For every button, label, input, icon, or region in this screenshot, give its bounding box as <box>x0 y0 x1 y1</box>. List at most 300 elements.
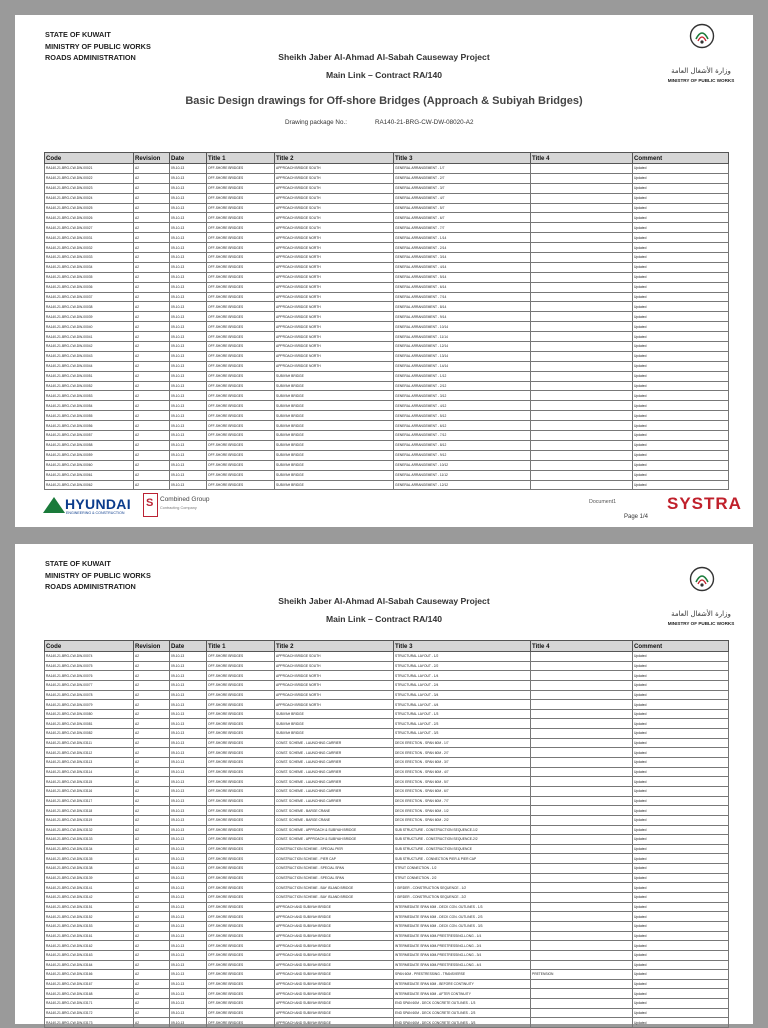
column-header-title-1: Title 1 <box>207 153 275 164</box>
cell-title-4 <box>531 342 633 352</box>
table-row <box>45 931 729 941</box>
cell-revision: A2 <box>134 292 170 302</box>
cell-title-1: OFF-SHORE BRIDGES <box>207 671 275 681</box>
cell-title-2: CONST. SCHEME - LAUNCHING CARRIER <box>275 786 394 796</box>
cell-comment: Updated <box>633 921 729 931</box>
cell-comment: Updated <box>633 223 729 233</box>
cell-title-4 <box>531 806 633 816</box>
cell-title-3: GENERAL ARRANGEMENT - 12/14 <box>394 342 531 352</box>
cell-title-2: APPROACH BRIDGE NORTH <box>275 700 394 710</box>
cell-comment: Updated <box>633 680 729 690</box>
cell-title-2: APPROACH BRIDGE SOUTH <box>275 203 394 213</box>
cell-code: RA140-21-BRG-CW-DW-00056 <box>45 421 134 431</box>
cell-title-3: GENERAL ARRANGEMENT - 9/14 <box>394 312 531 322</box>
table-row <box>45 796 729 806</box>
cell-title-1: OFF-SHORE BRIDGES <box>207 709 275 719</box>
table-row <box>45 233 729 243</box>
cell-title-1: OFF-SHORE BRIDGES <box>207 806 275 816</box>
cell-date: 09-10-13 <box>170 253 207 263</box>
cell-code: RA140-21-BRG-CW-DW-00061 <box>45 470 134 480</box>
cell-date: 09-10-13 <box>170 806 207 816</box>
cell-revision: A2 <box>134 450 170 460</box>
cell-comment: Updated <box>633 391 729 401</box>
cell-comment: Updated <box>633 322 729 332</box>
cell-date: 09-10-13 <box>170 835 207 845</box>
table-row <box>45 203 729 213</box>
cell-title-4 <box>531 431 633 441</box>
combined-group-icon <box>143 493 158 517</box>
cell-title-3: GENERAL ARRANGEMENT - 5/7 <box>394 203 531 213</box>
cell-title-1: OFF-SHORE BRIDGES <box>207 450 275 460</box>
cell-title-2: CONSTRUCTION SCHEME - PIER CAP <box>275 854 394 864</box>
cell-code: RA140-21-BRG-CW-DW-03173 <box>45 1018 134 1028</box>
table-row <box>45 893 729 903</box>
hyundai-triangle-icon <box>43 497 65 513</box>
cell-revision: A2 <box>134 351 170 361</box>
cell-comment: Updated <box>633 183 729 193</box>
cell-title-3: GENERAL ARRANGEMENT - 10/12 <box>394 460 531 470</box>
cell-revision: A2 <box>134 709 170 719</box>
cell-title-1: OFF-SHORE BRIDGES <box>207 183 275 193</box>
cell-code: RA140-21-BRG-CW-DW-03112 <box>45 748 134 758</box>
table-row <box>45 302 729 312</box>
cell-title-2: CONST. SCHEME - APPROACH & SUBIYAH BRIDGE <box>275 835 394 845</box>
table-row <box>45 431 729 441</box>
cell-title-1: OFF-SHORE BRIDGES <box>207 1008 275 1018</box>
cell-comment: Updated <box>633 815 729 825</box>
cell-title-4 <box>531 960 633 970</box>
cell-revision: A2 <box>134 835 170 845</box>
cell-title-3: GENERAL ARRANGEMENT - 9/12 <box>394 450 531 460</box>
table-row <box>45 253 729 263</box>
cell-date: 09-10-13 <box>170 173 207 183</box>
table-row <box>45 243 729 253</box>
cell-comment: Updated <box>633 700 729 710</box>
ministry-seal-icon <box>689 23 715 49</box>
cell-title-3: STRUCTURAL LAYOUT - 4/4 <box>394 700 531 710</box>
cell-revision: A2 <box>134 233 170 243</box>
cell-code: RA140-21-BRG-CW-DW-00031 <box>45 233 134 243</box>
cell-date: 09-10-13 <box>170 661 207 671</box>
table-row <box>45 777 729 787</box>
cell-title-1: OFF-SHORE BRIDGES <box>207 893 275 903</box>
cell-title-2: APPROACH AND SUBIYAH BRIDGE <box>275 950 394 960</box>
cell-date: 09-10-13 <box>170 440 207 450</box>
cell-code: RA140-21-BRG-CW-DW-00037 <box>45 292 134 302</box>
cell-title-2: APPROACH BRIDGE NORTH <box>275 282 394 292</box>
cell-title-3: GENERAL ARRANGEMENT - 5/12 <box>394 411 531 421</box>
cell-code: RA140-21-BRG-CW-DW-03111 <box>45 738 134 748</box>
cell-date: 09-10-13 <box>170 421 207 431</box>
cell-title-3: INTERMEDIATE SPAN 60M-PRESTRESSING-LONG - 4/4 <box>394 960 531 970</box>
cell-revision: A2 <box>134 312 170 322</box>
table-row <box>45 902 729 912</box>
table-row <box>45 652 729 662</box>
cell-title-2: APPROACH BRIDGE NORTH <box>275 690 394 700</box>
cell-date: 09-10-13 <box>170 233 207 243</box>
cell-revision: A2 <box>134 213 170 223</box>
cell-revision: A2 <box>134 470 170 480</box>
cell-title-3: GENERAL ARRANGEMENT - 4/12 <box>394 401 531 411</box>
cell-title-2: CONST. SCHEME - LAUNCHING CARRIER <box>275 758 394 768</box>
cell-title-2: APPROACH BRIDGE NORTH <box>275 253 394 263</box>
cell-title-3: I GIRDER - CONSTRUCTION SEQUENCE - 2/2 <box>394 893 531 903</box>
combined-group-name: Combined Group <box>160 496 210 503</box>
cell-comment: Updated <box>633 173 729 183</box>
cell-title-2: APPROACH AND SUBIYAH BRIDGE <box>275 999 394 1009</box>
table-row <box>45 351 729 361</box>
org-line-state: STATE OF KUWAIT <box>45 30 111 39</box>
document-name: Document1 <box>589 499 617 505</box>
cell-title-4 <box>531 729 633 739</box>
cell-comment: Updated <box>633 825 729 835</box>
cell-comment: Updated <box>633 738 729 748</box>
hyundai-subtitle: ENGINEERING & CONSTRUCTION <box>66 511 125 515</box>
cell-code: RA140-21-BRG-CW-DW-03134 <box>45 844 134 854</box>
cell-comment: Updated <box>633 873 729 883</box>
cell-revision: A2 <box>134 912 170 922</box>
cell-code: RA140-21-BRG-CW-DW-03113 <box>45 758 134 768</box>
cell-title-4 <box>531 292 633 302</box>
cell-title-1: OFF-SHORE BRIDGES <box>207 1018 275 1028</box>
cell-title-3: SUB STRUCTURE - CONSTRUCTION SEQUENCE-1/2 <box>394 825 531 835</box>
cell-date: 09-10-13 <box>170 873 207 883</box>
cell-comment: Updated <box>633 1018 729 1028</box>
cell-code: RA140-21-BRG-CW-DW-00026 <box>45 213 134 223</box>
cell-date: 09-10-13 <box>170 941 207 951</box>
column-header-code: Code <box>45 641 134 652</box>
cell-title-1: OFF-SHORE BRIDGES <box>207 282 275 292</box>
cell-title-3: GENERAL ARRANGEMENT - 11/14 <box>394 332 531 342</box>
table-row <box>45 312 729 322</box>
table-row <box>45 815 729 825</box>
cell-code: RA140-21-BRG-CW-DW-03152 <box>45 912 134 922</box>
cell-revision: A2 <box>134 738 170 748</box>
cell-title-3: GENERAL ARRANGEMENT - 1/7 <box>394 164 531 174</box>
cell-title-2: SUBIYAH BRIDGE <box>275 460 394 470</box>
cell-code: RA140-21-BRG-CW-DW-00022 <box>45 173 134 183</box>
cell-title-4 <box>531 700 633 710</box>
cell-title-4 <box>531 758 633 768</box>
table-header-row <box>45 153 729 164</box>
cell-date: 09-10-13 <box>170 893 207 903</box>
cell-title-1: OFF-SHORE BRIDGES <box>207 902 275 912</box>
cell-code: RA140-21-BRG-CW-DW-03118 <box>45 806 134 816</box>
cell-title-3: DECK ERECTION - SPAN 60M - 4/7 <box>394 767 531 777</box>
cell-title-2: APPROACH BRIDGE SOUTH <box>275 652 394 662</box>
cell-title-4 <box>531 873 633 883</box>
cell-title-2: APPROACH BRIDGE NORTH <box>275 322 394 332</box>
table-row <box>45 213 729 223</box>
cell-code: RA140-21-BRG-CW-DW-03168 <box>45 989 134 999</box>
cell-date: 09-10-13 <box>170 431 207 441</box>
cell-title-1: OFF-SHORE BRIDGES <box>207 844 275 854</box>
cell-title-2: APPROACH BRIDGE NORTH <box>275 312 394 322</box>
cell-title-3: END SPAN 60M - DECK CONCRETE OUTLINES - 2/3 <box>394 1008 531 1018</box>
cell-revision: A2 <box>134 950 170 960</box>
cell-title-1: OFF-SHORE BRIDGES <box>207 729 275 739</box>
cell-revision: A2 <box>134 391 170 401</box>
cell-title-3: STRUCTURAL LAYOUT - 2/2 <box>394 661 531 671</box>
cell-revision: A2 <box>134 844 170 854</box>
cell-title-1: OFF-SHORE BRIDGES <box>207 421 275 431</box>
cell-date: 09-10-13 <box>170 970 207 980</box>
cell-date: 09-10-13 <box>170 758 207 768</box>
cell-date: 09-10-13 <box>170 460 207 470</box>
cell-comment: Updated <box>633 431 729 441</box>
column-header-comment: Comment <box>633 153 729 164</box>
cell-date: 09-10-13 <box>170 213 207 223</box>
cell-code: RA140-21-BRG-CW-DW-03167 <box>45 979 134 989</box>
cell-title-4 <box>531 979 633 989</box>
table-row <box>45 193 729 203</box>
cell-title-2: APPROACH AND SUBIYAH BRIDGE <box>275 979 394 989</box>
cell-title-3: STRUCTURAL LAYOUT - 3/3 <box>394 729 531 739</box>
table-row <box>45 709 729 719</box>
cell-code: RA140-21-BRG-CW-DW-00043 <box>45 351 134 361</box>
cell-comment: Updated <box>633 460 729 470</box>
cell-revision: A2 <box>134 941 170 951</box>
page-footer <box>15 491 753 521</box>
cell-title-4 <box>531 748 633 758</box>
table-row <box>45 322 729 332</box>
page-number: Page 1/4 <box>624 514 649 520</box>
cell-revision: A2 <box>134 440 170 450</box>
cell-title-4 <box>531 164 633 174</box>
cell-revision: A2 <box>134 748 170 758</box>
cell-title-4 <box>531 243 633 253</box>
cell-code: RA140-21-BRG-CW-DW-00044 <box>45 361 134 371</box>
cell-date: 09-10-13 <box>170 243 207 253</box>
cell-title-3: DECK ERECTION - SPAN 60M - 6/7 <box>394 786 531 796</box>
cell-revision: A2 <box>134 767 170 777</box>
ministry-seal-icon <box>689 566 715 592</box>
cell-title-2: APPROACH BRIDGE NORTH <box>275 272 394 282</box>
org-line-roads: ROADS ADMINISTRATION <box>45 53 136 62</box>
cell-title-2: APPROACH BRIDGE SOUTH <box>275 213 394 223</box>
cell-revision: A2 <box>134 893 170 903</box>
table-row <box>45 480 729 490</box>
cell-date: 09-10-13 <box>170 671 207 681</box>
cell-title-1: OFF-SHORE BRIDGES <box>207 738 275 748</box>
cell-title-2: APPROACH BRIDGE NORTH <box>275 351 394 361</box>
table-row <box>45 183 729 193</box>
cell-revision: A2 <box>134 173 170 183</box>
cell-title-3: STRUCTURAL LAYOUT - 2/3 <box>394 719 531 729</box>
cell-code: RA140-21-BRG-CW-DW-00076 <box>45 671 134 681</box>
cell-code: RA140-21-BRG-CW-DW-00062 <box>45 480 134 490</box>
cell-title-3: GENERAL ARRANGEMENT - 14/14 <box>394 361 531 371</box>
cell-title-1: OFF-SHORE BRIDGES <box>207 213 275 223</box>
table-row <box>45 671 729 681</box>
cell-revision: A2 <box>134 680 170 690</box>
cell-comment: Updated <box>633 931 729 941</box>
cell-title-2: APPROACH BRIDGE SOUTH <box>275 661 394 671</box>
cell-title-3: GENERAL ARRANGEMENT - 2/14 <box>394 243 531 253</box>
cell-date: 09-10-13 <box>170 332 207 342</box>
cell-title-2: APPROACH AND SUBIYAH BRIDGE <box>275 970 394 980</box>
cell-title-1: OFF-SHORE BRIDGES <box>207 652 275 662</box>
cell-title-4 <box>531 941 633 951</box>
cell-title-2: APPROACH BRIDGE NORTH <box>275 243 394 253</box>
table-row <box>45 371 729 381</box>
cell-title-3: GENERAL ARRANGEMENT - 3/7 <box>394 183 531 193</box>
cell-code: RA140-21-BRG-CW-DW-00041 <box>45 332 134 342</box>
cell-date: 09-10-13 <box>170 815 207 825</box>
combined-group-logo <box>143 493 233 517</box>
cell-title-2: SUBIYAH BRIDGE <box>275 719 394 729</box>
org-line-ministry: MINISTRY OF PUBLIC WORKS <box>45 570 151 580</box>
cell-title-4 <box>531 440 633 450</box>
cell-title-1: OFF-SHORE BRIDGES <box>207 371 275 381</box>
cell-title-3: GENERAL ARRANGEMENT - 6/12 <box>394 421 531 431</box>
table-row <box>45 381 729 391</box>
ministry-arabic-name: وزارة الأشغال العامة <box>671 67 731 75</box>
cell-title-2: APPROACH AND SUBIYAH BRIDGE <box>275 931 394 941</box>
cell-title-1: OFF-SHORE BRIDGES <box>207 950 275 960</box>
cell-title-1: OFF-SHORE BRIDGES <box>207 999 275 1009</box>
cell-code: RA140-21-BRG-CW-DW-03163 <box>45 950 134 960</box>
cell-comment: Updated <box>633 844 729 854</box>
cell-title-1: OFF-SHORE BRIDGES <box>207 272 275 282</box>
cell-date: 09-10-13 <box>170 854 207 864</box>
cell-title-4 <box>531 371 633 381</box>
cell-code: RA140-21-BRG-CW-DW-03161 <box>45 931 134 941</box>
cell-title-1: OFF-SHORE BRIDGES <box>207 979 275 989</box>
cell-title-4 <box>531 719 633 729</box>
cell-date: 09-10-13 <box>170 700 207 710</box>
cell-comment: Updated <box>633 709 729 719</box>
cell-title-2: APPROACH BRIDGE NORTH <box>275 233 394 243</box>
cell-code: RA140-21-BRG-CW-DW-03135 <box>45 854 134 864</box>
ministry-arabic-name: وزارة الأشغال العامة <box>671 610 731 618</box>
cell-title-4 <box>531 680 633 690</box>
cell-title-2: APPROACH AND SUBIYAH BRIDGE <box>275 989 394 999</box>
cell-title-4 <box>531 213 633 223</box>
cell-revision: A2 <box>134 806 170 816</box>
cell-title-1: OFF-SHORE BRIDGES <box>207 460 275 470</box>
cell-comment: Updated <box>633 262 729 272</box>
table-row <box>45 1008 729 1018</box>
cell-revision: A2 <box>134 302 170 312</box>
cell-title-4 <box>531 999 633 1009</box>
cell-title-1: OFF-SHORE BRIDGES <box>207 700 275 710</box>
cell-title-1: OFF-SHORE BRIDGES <box>207 815 275 825</box>
table-row <box>45 700 729 710</box>
cell-revision: A2 <box>134 272 170 282</box>
column-header-code: Code <box>45 153 134 164</box>
cell-title-2: SUBIYAH BRIDGE <box>275 709 394 719</box>
cell-code: RA140-21-BRG-CW-DW-03153 <box>45 921 134 931</box>
cell-date: 09-10-13 <box>170 272 207 282</box>
table-row <box>45 460 729 470</box>
cell-title-1: OFF-SHORE BRIDGES <box>207 661 275 671</box>
table-row <box>45 941 729 951</box>
cell-comment: Updated <box>633 450 729 460</box>
cell-title-4 <box>531 282 633 292</box>
cell-title-3: DECK ERECTION - SPAN 60M - 2/2 <box>394 815 531 825</box>
cell-title-4 <box>531 1008 633 1018</box>
table-row <box>45 680 729 690</box>
cell-date: 09-10-13 <box>170 470 207 480</box>
cell-title-1: OFF-SHORE BRIDGES <box>207 351 275 361</box>
cell-title-2: SUBIYAH BRIDGE <box>275 450 394 460</box>
cell-title-4 <box>531 893 633 903</box>
cell-title-3: GENERAL ARRANGEMENT - 7/14 <box>394 292 531 302</box>
cell-revision: A2 <box>134 401 170 411</box>
cell-title-4 <box>531 193 633 203</box>
cell-title-2: APPROACH BRIDGE NORTH <box>275 292 394 302</box>
cell-title-2: APPROACH AND SUBIYAH BRIDGE <box>275 921 394 931</box>
cell-code: RA140-21-BRG-CW-DW-00025 <box>45 203 134 213</box>
cell-comment: Updated <box>633 332 729 342</box>
cell-comment: Updated <box>633 893 729 903</box>
column-header-date: Date <box>170 153 207 164</box>
table-row <box>45 864 729 874</box>
cell-title-4 <box>531 233 633 243</box>
cell-date: 09-10-13 <box>170 796 207 806</box>
table-row <box>45 361 729 371</box>
cell-revision: A2 <box>134 970 170 980</box>
cell-title-2: CONST. SCHEME - LAUNCHING CARRIER <box>275 748 394 758</box>
cell-title-2: APPROACH AND SUBIYAH BRIDGE <box>275 941 394 951</box>
table-row <box>45 912 729 922</box>
table-row <box>45 292 729 302</box>
cell-title-3: SPAN 60M - PRESTRESSING - TRANSVERSE <box>394 970 531 980</box>
cell-code: RA140-21-BRG-CW-DW-00079 <box>45 700 134 710</box>
table-row <box>45 440 729 450</box>
drawing-register-table-page-2 <box>44 640 729 1028</box>
cell-comment: Updated <box>633 864 729 874</box>
cell-comment: Updated <box>633 440 729 450</box>
cell-revision: A2 <box>134 883 170 893</box>
cell-revision: A2 <box>134 460 170 470</box>
cell-comment: Updated <box>633 233 729 243</box>
cell-date: 09-10-13 <box>170 401 207 411</box>
table-row <box>45 767 729 777</box>
cell-title-4 <box>531 902 633 912</box>
cell-comment: Updated <box>633 292 729 302</box>
cell-title-2: CONSTRUCTION SCHEME - SPECIAL PIER <box>275 844 394 854</box>
cell-title-3: STRUT CONNECTION - 1/2 <box>394 864 531 874</box>
cell-date: 09-10-13 <box>170 777 207 787</box>
cell-title-4 <box>531 391 633 401</box>
cell-date: 09-10-13 <box>170 989 207 999</box>
cell-title-2: APPROACH BRIDGE SOUTH <box>275 223 394 233</box>
cell-comment: Updated <box>633 719 729 729</box>
cell-title-2: CONST. SCHEME - LAUNCHING CARRIER <box>275 738 394 748</box>
table-row <box>45 979 729 989</box>
table-row <box>45 690 729 700</box>
cell-revision: A2 <box>134 652 170 662</box>
cell-comment: Updated <box>633 213 729 223</box>
cell-revision: A2 <box>134 1018 170 1028</box>
cell-title-1: OFF-SHORE BRIDGES <box>207 322 275 332</box>
cell-title-4 <box>531 332 633 342</box>
cell-revision: A2 <box>134 183 170 193</box>
cell-title-2: SUBIYAH BRIDGE <box>275 381 394 391</box>
cell-title-4 <box>531 661 633 671</box>
cell-title-1: OFF-SHORE BRIDGES <box>207 302 275 312</box>
cell-comment: Updated <box>633 767 729 777</box>
cell-revision: A2 <box>134 671 170 681</box>
cell-date: 09-10-13 <box>170 391 207 401</box>
cell-revision: A2 <box>134 381 170 391</box>
cell-title-3: STRUCTURAL LAYOUT - 1/3 <box>394 709 531 719</box>
cell-title-2: CONSTRUCTION SCHEME - SPECIAL SPAN <box>275 864 394 874</box>
cell-title-2: SUBIYAH BRIDGE <box>275 391 394 401</box>
cell-title-4 <box>531 777 633 787</box>
